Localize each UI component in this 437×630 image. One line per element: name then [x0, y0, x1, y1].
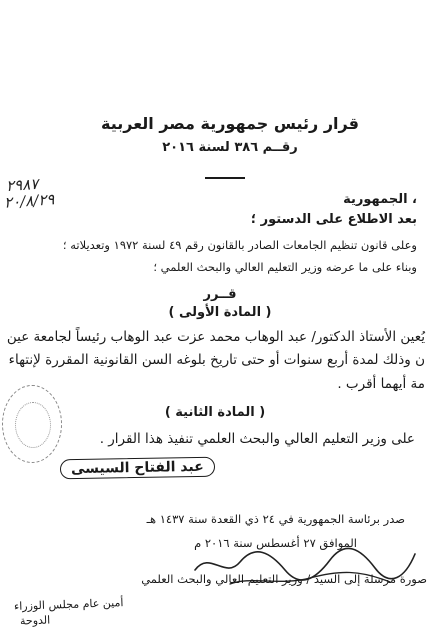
copy-sent-note: صورة مرسلة إلى السيد / وزير التعليم العالي والبحث العلمي: [141, 572, 427, 586]
article-2-line-1: على وزير التعليم العالي والبحث العلمي تنفيذ هذا القرار .: [99, 431, 415, 447]
article-1-line-2: ن وذلك لمدة أربع سنوات أو حتى تاريخ بلوغه السن القانونية المقررة لإنتهاء: [8, 352, 425, 368]
decree-number: رقــم ٣٨٦ لسنة ٢٠١٦: [162, 140, 298, 155]
president-signature: عبد الفتاح السيسى: [60, 457, 215, 480]
decree-title: قرار رئيس جمهورية مصر العربية: [101, 114, 359, 133]
preamble-universities-law: وعلى قانون تنظيم الجامعات الصادر بالقانون رقم ٤٩ لسنة ١٩٧٢ وتعديلاته ؛: [62, 238, 417, 252]
article-1-line-3: مة أيهما أقرب .: [337, 376, 425, 392]
seal-inner-ring: [15, 402, 51, 448]
title-divider: [205, 177, 245, 179]
preamble-minister-proposal: وبناء على ما عرضه وزير التعليم العالي والبحث العلمي ؛: [153, 260, 417, 274]
handwritten-reference-date: ٢٠/٨/٢٩: [3, 190, 55, 212]
preamble-constitution: بعد الاطلاع على الدستور ؛: [250, 212, 417, 227]
cabinet-secretary-title: أمين عام مجلس الوزراء: [13, 596, 124, 613]
cabinet-secretary-name: الدوحة: [19, 613, 51, 628]
addressee: ، الجمهورية: [343, 192, 417, 207]
handwritten-reference-number: ٢٩٨٧: [5, 174, 39, 196]
decided-heading: قــرر: [203, 287, 237, 302]
issued-date-gregorian: الموافق ٢٧ أغسطس سنة ٢٠١٦ م: [194, 536, 357, 550]
article-1-heading: ( المادة الأولى ): [168, 305, 272, 320]
official-seal-stamp: [2, 385, 62, 463]
issued-date-hijri: صدر برئاسة الجمهورية في ٢٤ ذي القعدة سنة ١٤٣٧ هـ: [146, 512, 405, 526]
article-2-heading: ( المادة الثانية ): [164, 405, 266, 420]
article-1-line-1: يُعين الأستاذ الدكتور/ عبد الوهاب محمد عزت عبد الوهاب رئيساً لجامعة عين: [6, 329, 425, 345]
